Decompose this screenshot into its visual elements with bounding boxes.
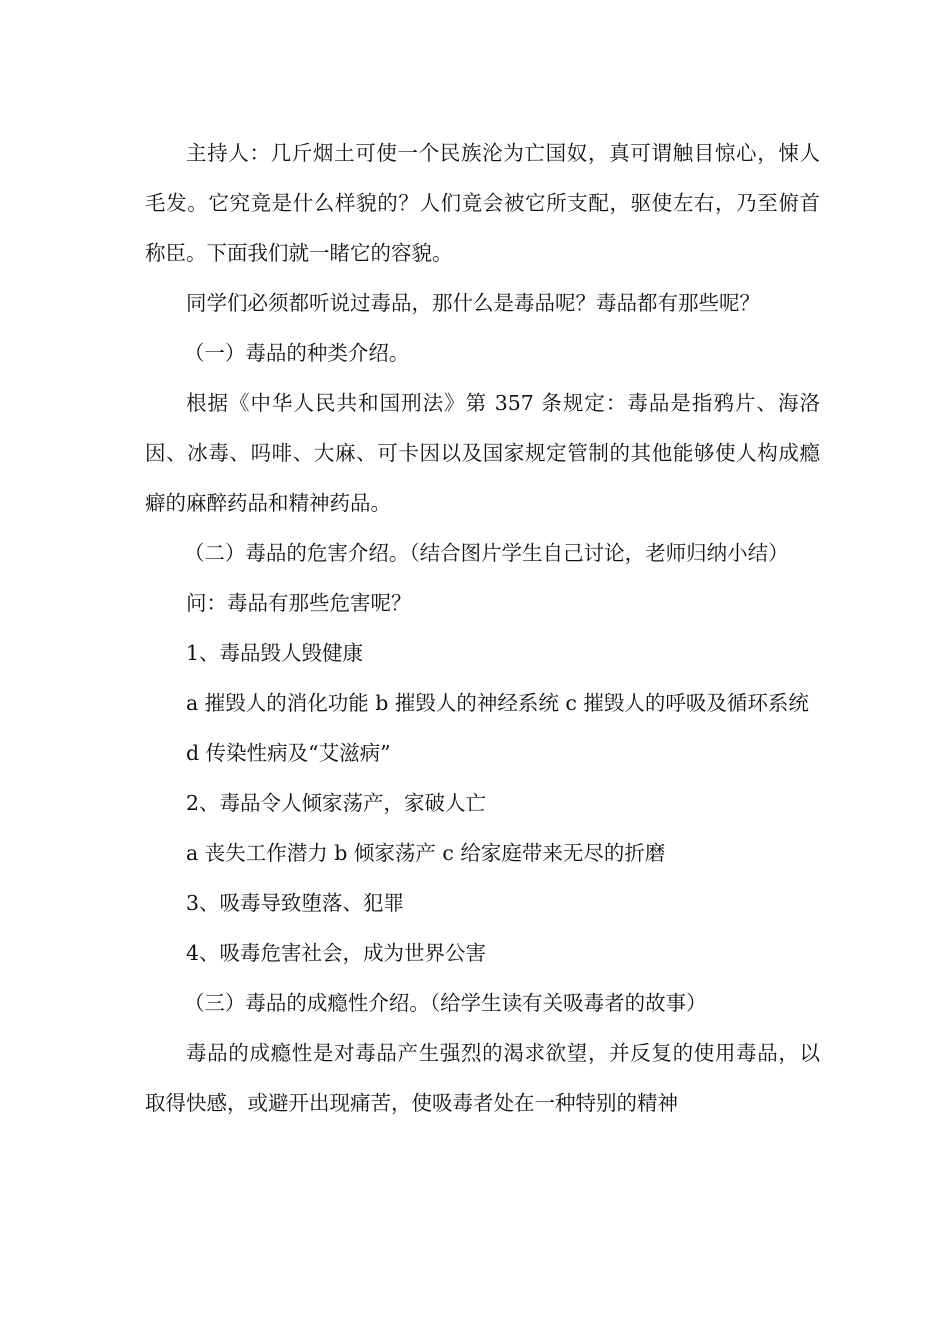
paragraph-addiction-definition: 毒品的成瘾性是对毒品产生强烈的渴求欲望，并反复的使用毒品，以取得快感，或避开出现痛苦，使吸毒者处在一种特别的精神 — [145, 1041, 820, 1115]
list-item-harm-1: 1、毒品毁人毁健康 — [186, 641, 364, 665]
section-heading-addiction: （三）毒品的成瘾性介绍。（给学生读有关吸毒者的故事） — [183, 991, 707, 1015]
paragraph-harms-question: 问：毒品有那些危害呢？ — [186, 591, 412, 615]
section-heading-drug-types: （一）毒品的种类介绍。 — [183, 341, 410, 365]
paragraph-drug-definition: 根据《中华人民共和国刑法》第 357 条规定：毒品是指鸦片、海洛因、冰毒、吗啡、大麻、可卡因以及国家规定管制的其他能够使人构成瘾癖的麻醉药品和精神药品。 — [145, 391, 820, 515]
list-item-harm-1-detail-d: d 传染性病及“艾滋病” — [186, 741, 391, 765]
list-item-harm-2-details: a 丧失工作潜力 b 倾家荡产 c 给家庭带来无尽的折磨 — [186, 841, 666, 865]
list-item-harm-3: 3、吸毒导致堕落、犯罪 — [186, 891, 405, 915]
list-item-harm-1-details: a 摧毁人的消化功能 b 摧毁人的神经系统 c 摧毁人的呼吸及循环系统 — [186, 691, 809, 715]
document-body — [145, 128, 820, 1128]
list-item-harm-2: 2、毒品令人倾家荡产，家破人亡 — [186, 791, 487, 815]
section-heading-drug-harms: （二）毒品的危害介绍。（结合图片学生自己讨论，老师归纳小结） — [183, 541, 789, 565]
paragraph-host-intro: 主持人：几斤烟土可使一个民族沦为亡国奴，真可谓触目惊心，悚人毛发。它究竟是什么样貌的？人们竟会被它所支配，驱使左右，乃至俯首称臣。下面我们就一睹它的容貌。 — [145, 141, 820, 265]
list-item-harm-4: 4、吸毒危害社会，成为世界公害 — [186, 941, 487, 965]
paragraph-question-drugs: 同学们必须都听说过毒品，那什么是毒品呢？毒品都有那些呢？ — [186, 291, 760, 315]
